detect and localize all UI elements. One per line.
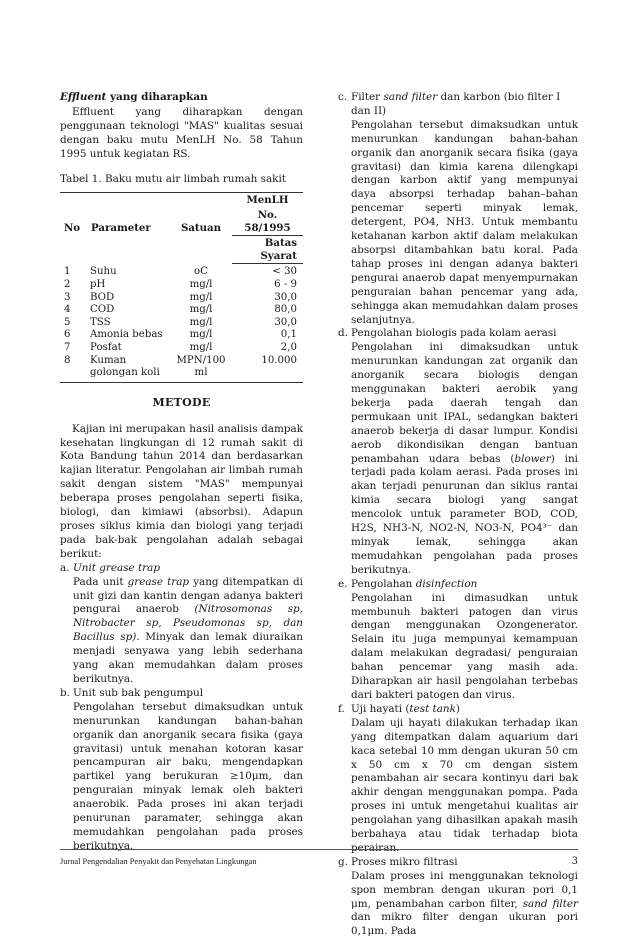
row-batas-cell: 2,0	[280, 341, 297, 353]
metode-paragraph: Kajian ini merupakan hasil analisis dampak kesehatan lingkungan di 12 rumah sakit di Kota Bandung tahun 2014 dan berdasarkan kajian literatur. Pengolahan air limbah rumah sakit dengan sistem "MAS" mempunyai beberapa proses pengolahan seperti fisika, biologi, dan kimiawi (absorbsi). Adapun proses siklus kimia dan biologi yang terjadi pada bak-bak pengolahan adalah sebagai berikut:	[60, 422, 303, 560]
table-row	[60, 342, 303, 355]
item-f	[338, 703, 578, 856]
left-column	[60, 91, 303, 854]
effluent-paragraph: Effluent yang diharapkan dengan penggunaan teknologi "MAS" kualitas sesuai dengan baku mutu MenLH No. 58 Tahun 1995 untuk kegiatan RS.	[60, 105, 303, 160]
item-b-body: Pengolahan tersebut dimaksudkan untuk menurunkan kandungan bahan-bahan organik dan anorganik secara fisika (gaya gravitasi) untuk menahan kotoran kasar pencampuran air baku, mengendapkan partikel yang berukuran ≥10μm, dan penguraian minyak lemak oleh bakteri anaerobik. Pada proses ini akan terjadi penurunan paramater, sehingga akan memudahkan pengolahan pada proses berikutnya.	[73, 700, 303, 852]
item-c-title: Filter sand filter dan karbon (bio filter I dan II)	[351, 91, 561, 117]
row-batas-cell: 0,1	[280, 329, 297, 341]
row-parameter-cell: Kuman	[90, 354, 127, 366]
table-row	[60, 279, 303, 292]
metode-heading: METODE	[152, 395, 211, 409]
table-row	[60, 264, 303, 279]
row-parameter-cell: Posfat	[90, 341, 122, 353]
item-d-body: Pengolahan ini dimaksudkan untuk menurunkan kandungan zat organik dan anorganik secara biologis dengan menggunakan bakteri aerobik yang bekerja pada daerah tengah dan permukaan unit IPAL, sedangkan bakteri anaerob bekerja di dasar lumpur. Kondisi aerob dikondisikan dengan bantuan penambahan udara bebas (blower) ini terjadi pada kolam aerasi. Pada proses ini akan terjadi penurunan dan siklus rantai kimia secara biologi yang sangat mencolok untuk parameter BOD, COD, H2S, NH3-N, NO2-N, NO3-N, PO4³⁻ dan minyak lemak, sehingga akan memudahkan pengolahan pada proses berikutnya.	[351, 341, 578, 576]
footer-journal-title: Jurnal Pengendalian Penyakit dan Penyehatan Lingkungan	[60, 857, 257, 866]
item-g	[338, 856, 578, 939]
footer-page-number: 3	[571, 856, 578, 867]
item-c-body: Pengolahan tersebut dimaksudkan untuk menurunkan kandungan bahan-bahan organik dan anorganik secara fisika (gaya gravitasi) dan kimia karena dilengkapi dengan karbon aktif yang mempunyai daya absorpsi terhadap bahan–bahan pencemar seperti minyak lemak, detergent, PO4, NH3. Untuk membantu ketahanan karbon aktif dalam melakukan absorpsi ditambahkan batu koral. Pada tahap proses ini dengan adanya bakteri pengurai anaerob dapat menyempurnakan penguraian bahan pencemar yang ada, sehingga akan memudahkan dalam proses selanjutnya.	[351, 118, 578, 326]
row-no-cell: 1	[64, 265, 71, 277]
right-column	[338, 91, 578, 939]
row-batas-cell: 30,0	[274, 316, 297, 328]
item-a-label: a.	[60, 561, 70, 574]
item-g-label: g.	[338, 855, 348, 868]
row-satuan-cell: mg/l	[189, 279, 213, 290]
item-c	[338, 91, 578, 327]
item-b	[60, 687, 303, 854]
item-b-label: b.	[60, 686, 70, 699]
row-no-cell: 6	[64, 329, 71, 341]
item-g-body: Dalam proses ini menggunakan teknologi spon membran dengan ukuran pori 0,1 μm, penambahan carbon filter, sand filter dan mikro filter dengan ukuran pori 0,1μm. Pada	[351, 869, 578, 938]
table-caption: Tabel 1. Baku mutu air limbah rumah sakit	[60, 172, 286, 185]
row-batas-cell: 6 - 9	[274, 279, 297, 290]
table-row	[60, 355, 303, 368]
col-menlh-number: No. 58/1995	[244, 209, 291, 234]
row-batas-cell	[232, 367, 303, 382]
item-d-label: d.	[338, 327, 348, 340]
col-no-header: No	[60, 193, 90, 264]
item-f-label: f.	[338, 702, 345, 715]
row-satuan-cell: oC	[194, 265, 208, 277]
item-e-body: Pengolahan ini dimasudkan untuk membunuh bakteri patogen dan virus dengan menggunakan Ozongenerator. Selain itu juga mempunyai kemampuan dalam melakukan degradasi/ penguraian bahan pencemar yang masih ada. Diharapkan air hasil pengolahan terbebas dari bakteri patogen dan virus.	[351, 591, 578, 701]
row-parameter-cell: TSS	[90, 316, 111, 328]
col-menlh-header: MenLH	[232, 193, 303, 208]
item-d	[338, 327, 578, 577]
row-satuan-cell: mg/l	[189, 291, 213, 303]
item-e-label: e.	[338, 577, 348, 590]
row-no-cell: 7	[64, 341, 71, 353]
item-a-title: Unit grease trap	[73, 561, 160, 574]
table-row	[60, 317, 303, 330]
row-satuan-cell: mg/l	[189, 304, 213, 316]
row-batas-cell: 30,0	[274, 291, 297, 303]
baku-mutu-table	[60, 192, 303, 382]
row-batas-cell: 10.000	[261, 354, 297, 366]
row-satuan-cell: MPN/100	[176, 354, 226, 366]
row-parameter-cell: COD	[90, 304, 115, 316]
row-parameter-cell: BOD	[90, 291, 115, 303]
effluent-heading: Effluent yang diharapkan	[60, 91, 208, 103]
row-no-cell: 4	[64, 304, 71, 316]
item-a-body: Pada unit grease trap yang ditempatkan di unit gizi dan kantin dengan adanya bakteri pengurai anaerob (Nitrosomonas sp, Nitrobacter sp, Pseudomonas sp, dan Bacillus sp). Minyak dan lemak diuraikan menjadi senyawa yang lebih sederhana yang akan memudahkan dalam proses berikutnya.	[73, 575, 303, 685]
footer-rule	[60, 849, 578, 850]
row-parameter-cell: Suhu	[90, 265, 117, 277]
row-satuan-cell: mg/l	[189, 316, 213, 328]
item-g-title: Proses mikro filtrasi	[351, 855, 458, 868]
row-satuan-cell: mg/l	[189, 341, 213, 353]
row-no-cell: 5	[64, 316, 71, 328]
item-d-title: Pengolahan biologis pada kolam aerasi	[351, 327, 557, 340]
table-row	[60, 367, 303, 382]
table-row	[60, 292, 303, 305]
row-no-cell: 2	[64, 279, 71, 290]
row-batas-cell: 80,0	[274, 304, 297, 316]
row-no-cell: 8	[64, 354, 71, 366]
item-f-body: Dalam uji hayati dilakukan terhadap ikan yang ditempatkan dalam aquarium dari kaca setebal 10 mm dengan ukuran 50 cm x 50 cm x 70 cm dengan sistem penambahan air secara kontinyu dari bak akhir dengan menggunakan pompa. Pada proses ini untuk mengetahui kualitas air pengolahan yang dihasilkan apakah masih berbahaya atau tidak terhadap biota perairan.	[351, 716, 578, 854]
row-no-cell	[60, 367, 90, 382]
item-e-title: Pengolahan disinfection	[351, 577, 478, 590]
table-row	[60, 304, 303, 317]
item-e	[338, 578, 578, 703]
table-row	[60, 329, 303, 342]
row-parameter-cell: golongan koli	[90, 367, 170, 382]
col-satuan-header: Satuan	[170, 193, 232, 264]
col-batas-syarat-header: Batas Syarat	[232, 236, 303, 264]
row-parameter-cell: pH	[90, 279, 106, 290]
row-no-cell: 3	[64, 291, 71, 303]
item-a	[60, 562, 303, 687]
item-f-title: Uji hayati (test tank)	[351, 702, 460, 715]
row-satuan-cell: mg/l	[189, 329, 213, 341]
row-batas-cell: < 30	[272, 266, 297, 278]
item-b-title: Unit sub bak pengumpul	[73, 686, 204, 699]
row-satuan-cell: ml	[170, 367, 232, 382]
col-parameter-header: Parameter	[90, 193, 170, 264]
row-parameter-cell: Amonia bebas	[90, 329, 163, 341]
item-c-label: c.	[338, 91, 348, 103]
